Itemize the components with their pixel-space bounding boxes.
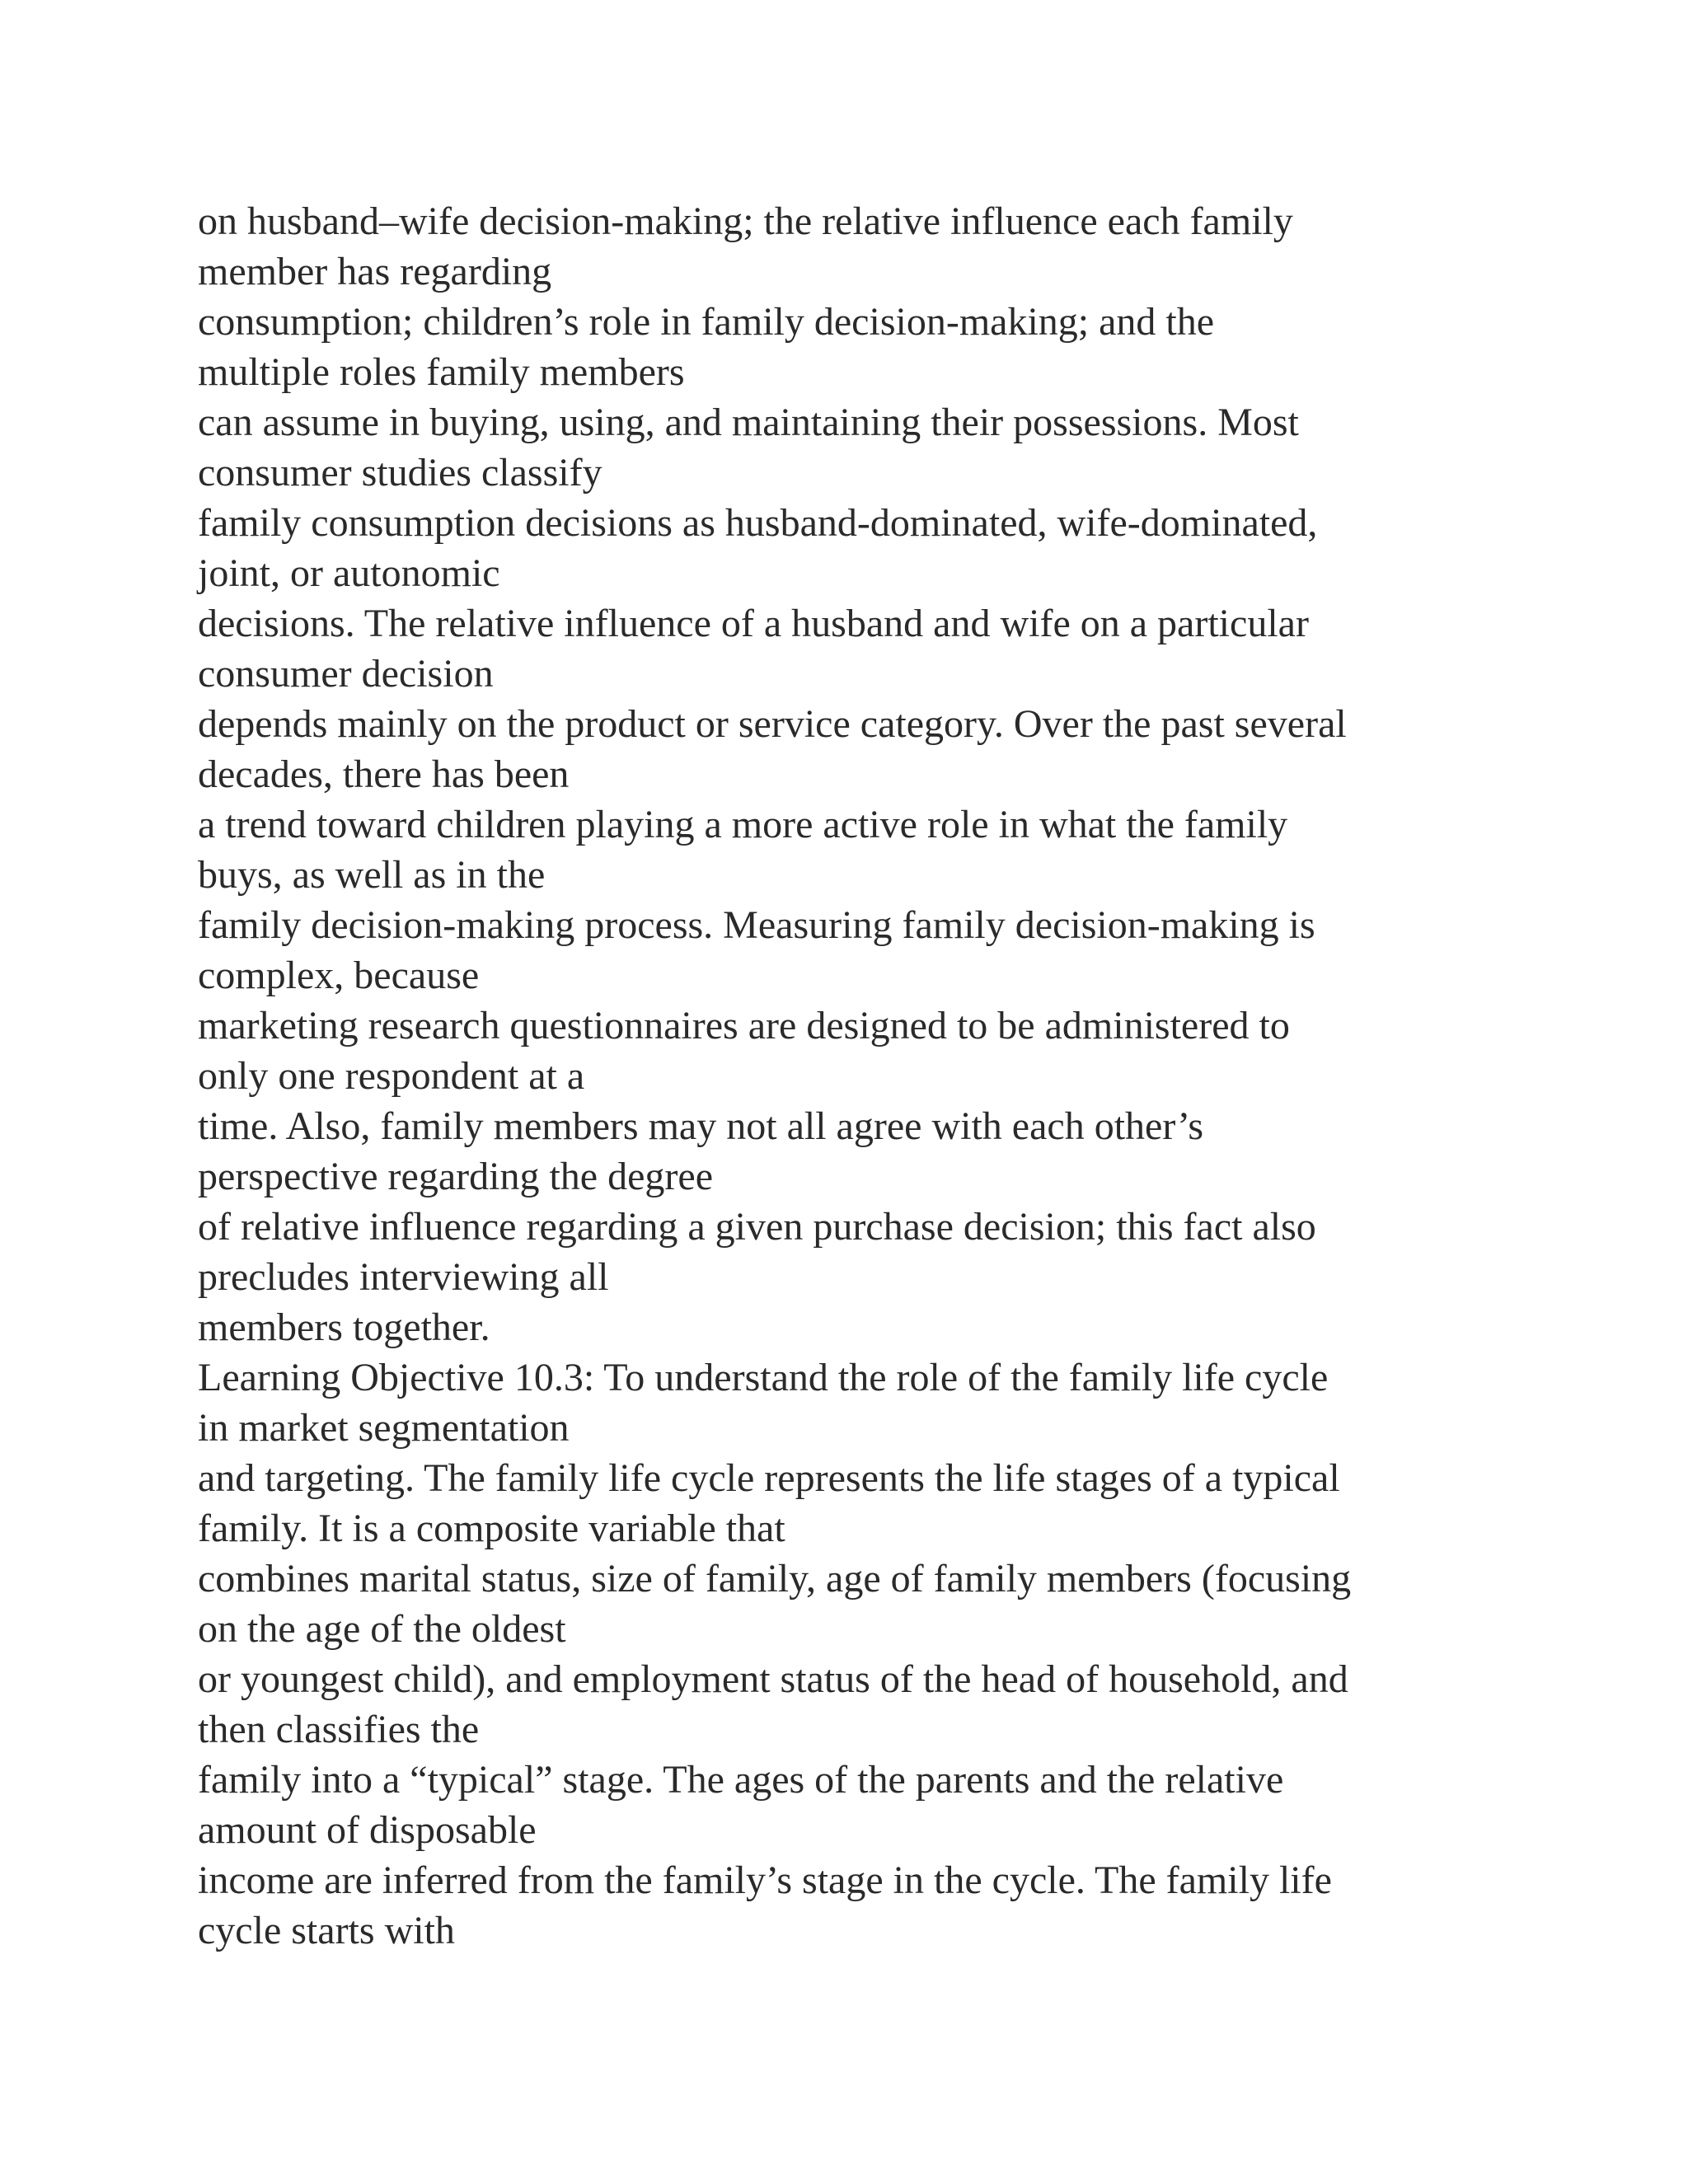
text-line: cycle starts with: [198, 1909, 455, 1952]
text-line: and targeting. The family life cycle represents the life stages of a typical: [198, 1456, 1340, 1500]
text-line: on husband–wife decision-making; the relative influence each family: [198, 199, 1293, 243]
text-line: precludes interviewing all: [198, 1255, 609, 1299]
text-line: consumer studies classify: [198, 451, 603, 494]
text-line: income are inferred from the family’s stage in the cycle. The family life: [198, 1858, 1332, 1902]
text-line: only one respondent at a: [198, 1054, 585, 1098]
text-line: can assume in buying, using, and maintaining their possessions. Most: [198, 401, 1299, 444]
text-line: members together.: [198, 1305, 490, 1349]
text-line: marketing research questionnaires are designed to be administered to: [198, 1004, 1290, 1047]
text-line: family decision-making process. Measuring family decision-making is: [198, 903, 1315, 947]
text-line: of relative influence regarding a given purchase decision; this fact also: [198, 1205, 1316, 1249]
text-line: member has regarding: [198, 250, 552, 293]
text-line: decisions. The relative influence of a husband and wife on a particular: [198, 602, 1309, 645]
text-line: buys, as well as in the: [198, 853, 546, 897]
text-line: complex, because: [198, 954, 480, 997]
text-line: or youngest child), and employment status of the head of household, and: [198, 1657, 1348, 1701]
text-line: consumer decision: [198, 652, 494, 696]
text-line: perspective regarding the degree: [198, 1155, 714, 1198]
text-line: joint, or autonomic: [198, 551, 500, 595]
body-text: [198, 196, 1484, 1956]
text-line: combines marital status, size of family, age of family members (focusing: [198, 1557, 1352, 1601]
text-line: family consumption decisions as husband-dominated, wife-dominated,: [198, 501, 1318, 545]
text-line: family. It is a composite variable that: [198, 1507, 785, 1550]
text-line: time. Also, family members may not all agree with each other’s: [198, 1104, 1204, 1148]
text-line: then classifies the: [198, 1708, 480, 1751]
text-line: amount of disposable: [198, 1808, 537, 1852]
text-line: family into a “typical” stage. The ages of the parents and the relative: [198, 1758, 1284, 1802]
text-line: consumption; children’s role in family decision-making; and the: [198, 300, 1215, 344]
text-line: multiple roles family members: [198, 350, 685, 394]
text-line: depends mainly on the product or service category. Over the past several: [198, 702, 1347, 746]
learning-objective-line: Learning Objective 10.3: To understand the role of the family life cycle: [198, 1356, 1329, 1399]
text-line: a trend toward children playing a more active role in what the family: [198, 803, 1288, 846]
text-line: in market segmentation: [198, 1406, 570, 1450]
text-line: decades, there has been: [198, 752, 570, 796]
text-line: on the age of the oldest: [198, 1607, 566, 1651]
